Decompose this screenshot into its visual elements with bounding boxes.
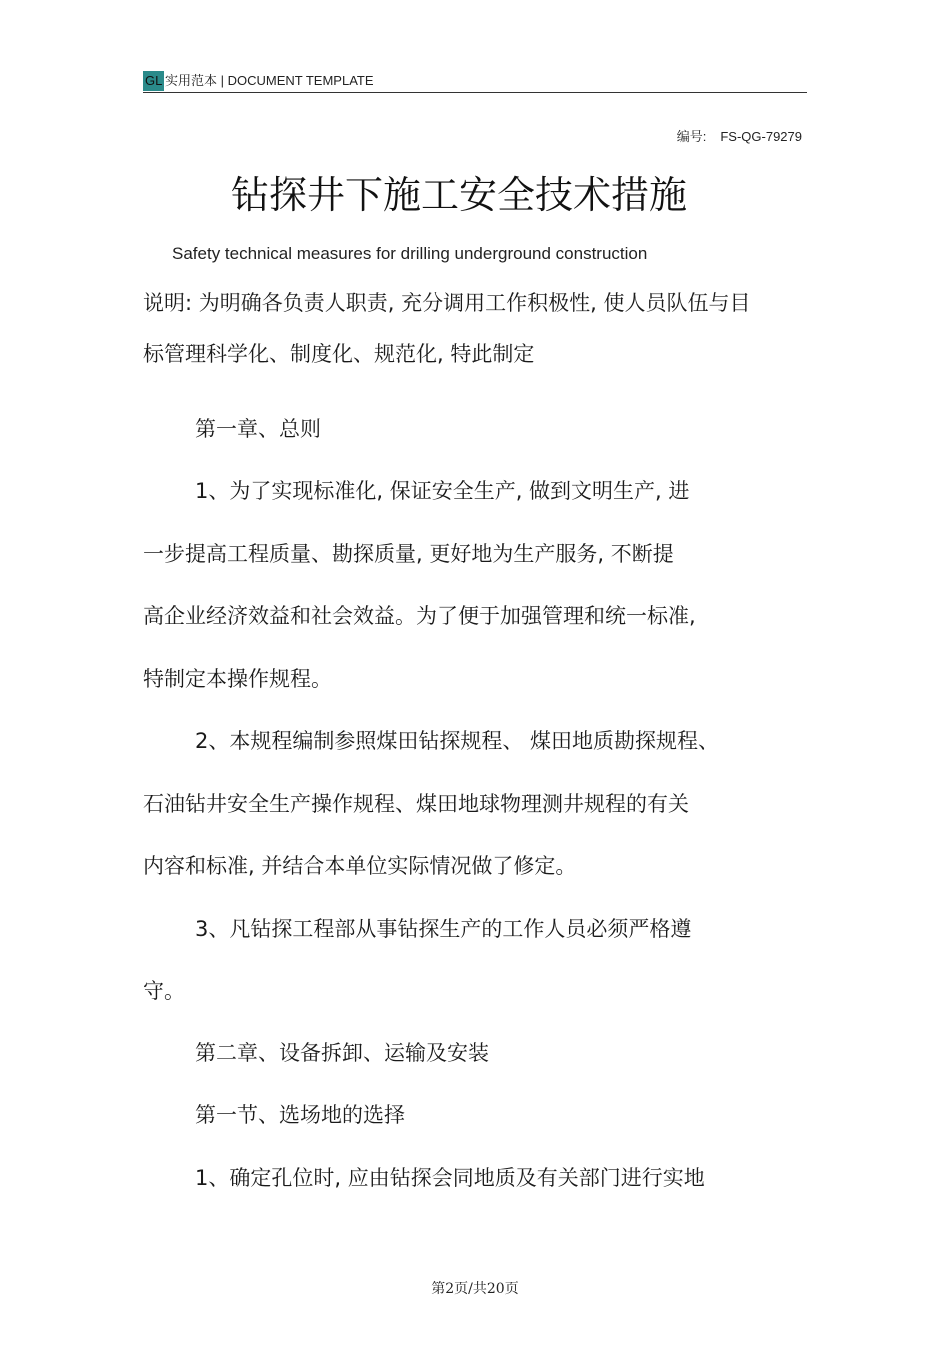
header-text: 实用范本 | DOCUMENT TEMPLATE: [165, 73, 374, 88]
intro-line-1: 说明: 为明确各负责人职责, 充分调用工作积极性, 使人员队伍与目: [143, 291, 751, 315]
body-line: 内容和标准, 并结合本单位实际情况做了修定。: [143, 854, 577, 878]
document-number: [677, 126, 802, 145]
body-line: 高企业经济效益和社会效益。为了便于加强管理和统一标准,: [143, 604, 696, 628]
body-line: 3、凡钻探工程部从事钻探生产的工作人员必须严格遵: [195, 917, 692, 941]
body-line: 石油钻井安全生产操作规程、煤田地球物理测井规程的有关: [143, 792, 689, 816]
chapter-heading: 第一章、总则: [195, 417, 321, 441]
body-line: 一步提高工程质量、勘探质量, 更好地为生产服务, 不断提: [143, 542, 674, 566]
document-title: 钻探井下施工安全技术措施: [230, 173, 687, 217]
body-line: 特制定本操作规程。: [143, 667, 332, 691]
section-heading: 第一节、选场地的选择: [195, 1103, 405, 1127]
body-line: 守。: [143, 979, 185, 1003]
document-subtitle: Safety technical measures for drilling underground construction: [172, 244, 648, 263]
page-header: [143, 70, 807, 93]
document-number-value: FS-QG-79279: [720, 129, 802, 144]
body-line: 1、确定孔位时, 应由钻探会同地质及有关部门进行实地: [195, 1166, 705, 1190]
body-line: 1、为了实现标准化, 保证安全生产, 做到文明生产, 进: [195, 479, 690, 503]
chapter-heading: 第二章、设备拆卸、运输及安装: [195, 1041, 489, 1065]
page-footer: 第2页/共20页: [431, 1281, 519, 1297]
document-number-label: 编号:: [676, 129, 707, 144]
body-line: 2、本规程编制参照煤田钻探规程、 煤田地质勘探规程、: [195, 729, 720, 753]
intro-line-2: 标管理科学化、制度化、规范化, 特此制定: [143, 342, 535, 366]
brand-logo: GL: [143, 71, 164, 91]
